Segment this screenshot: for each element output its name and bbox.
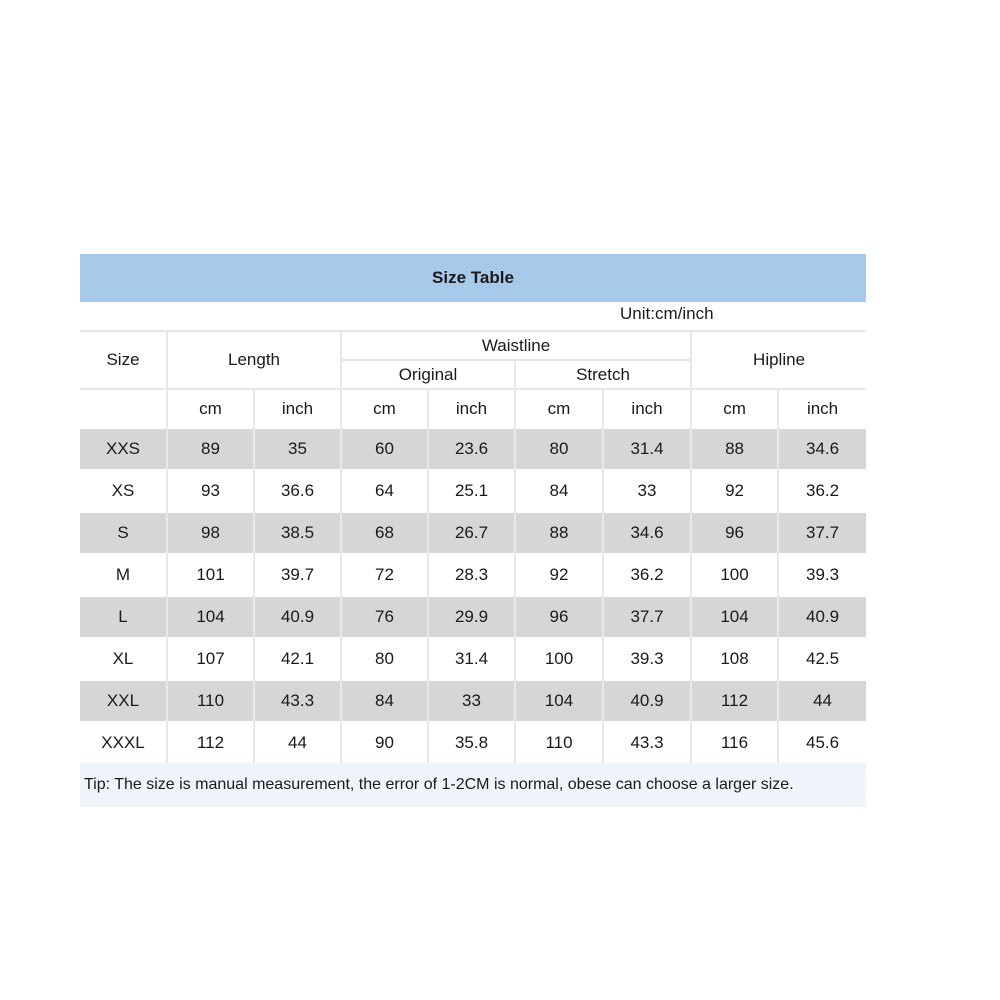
value-cell: 84 bbox=[341, 680, 428, 722]
value-cell: 68 bbox=[341, 512, 428, 554]
value-cell: 76 bbox=[341, 596, 428, 638]
value-cell: 37.7 bbox=[603, 596, 691, 638]
value-cell: 33 bbox=[428, 680, 515, 722]
value-cell: 35 bbox=[254, 428, 341, 470]
header-length: Length bbox=[167, 331, 341, 389]
header-original: Original bbox=[341, 360, 515, 389]
unit-label: Unit:cm/inch bbox=[620, 304, 714, 323]
value-cell: 112 bbox=[691, 680, 778, 722]
value-cell: 72 bbox=[341, 554, 428, 596]
value-cell: 100 bbox=[515, 638, 603, 680]
header-row-units bbox=[80, 389, 866, 428]
value-cell: 90 bbox=[341, 722, 428, 763]
value-cell: 26.7 bbox=[428, 512, 515, 554]
value-cell: 40.9 bbox=[254, 596, 341, 638]
value-cell: 104 bbox=[167, 596, 254, 638]
header-unit: inch bbox=[428, 389, 515, 428]
value-cell: 108 bbox=[691, 638, 778, 680]
value-cell: 110 bbox=[167, 680, 254, 722]
value-cell: 34.6 bbox=[603, 512, 691, 554]
value-cell: 36.2 bbox=[778, 470, 866, 512]
size-cell: L bbox=[80, 596, 167, 638]
value-cell: 98 bbox=[167, 512, 254, 554]
table-title: Size Table bbox=[80, 254, 866, 302]
value-cell: 44 bbox=[778, 680, 866, 722]
header-unit-blank bbox=[80, 389, 167, 428]
value-cell: 23.6 bbox=[428, 428, 515, 470]
table-row bbox=[80, 470, 866, 512]
value-cell: 107 bbox=[167, 638, 254, 680]
header-unit: inch bbox=[603, 389, 691, 428]
value-cell: 92 bbox=[515, 554, 603, 596]
header-unit: cm bbox=[691, 389, 778, 428]
value-cell: 96 bbox=[515, 596, 603, 638]
header-row-group bbox=[80, 331, 866, 360]
value-cell: 45.6 bbox=[778, 722, 866, 763]
size-cell: XL bbox=[80, 638, 167, 680]
tip-note: Tip: The size is manual measurement, the error of 1-2CM is normal, obese can choose a larger size. bbox=[80, 763, 866, 807]
value-cell: 39.3 bbox=[778, 554, 866, 596]
value-cell: 88 bbox=[691, 428, 778, 470]
size-cell: S bbox=[80, 512, 167, 554]
value-cell: 80 bbox=[515, 428, 603, 470]
value-cell: 64 bbox=[341, 470, 428, 512]
value-cell: 44 bbox=[254, 722, 341, 763]
header-size: Size bbox=[80, 331, 167, 389]
header-unit: inch bbox=[778, 389, 866, 428]
value-cell: 34.6 bbox=[778, 428, 866, 470]
value-cell: 104 bbox=[515, 680, 603, 722]
value-cell: 31.4 bbox=[428, 638, 515, 680]
value-cell: 38.5 bbox=[254, 512, 341, 554]
value-cell: 93 bbox=[167, 470, 254, 512]
size-cell: M bbox=[80, 554, 167, 596]
value-cell: 36.6 bbox=[254, 470, 341, 512]
value-cell: 35.8 bbox=[428, 722, 515, 763]
value-cell: 84 bbox=[515, 470, 603, 512]
value-cell: 89 bbox=[167, 428, 254, 470]
value-cell: 100 bbox=[691, 554, 778, 596]
value-cell: 60 bbox=[341, 428, 428, 470]
value-cell: 80 bbox=[341, 638, 428, 680]
value-cell: 96 bbox=[691, 512, 778, 554]
value-cell: 29.9 bbox=[428, 596, 515, 638]
table-row bbox=[80, 512, 866, 554]
value-cell: 88 bbox=[515, 512, 603, 554]
table-row bbox=[80, 428, 866, 470]
value-cell: 92 bbox=[691, 470, 778, 512]
value-cell: 39.3 bbox=[603, 638, 691, 680]
header-unit: inch bbox=[254, 389, 341, 428]
header-stretch: Stretch bbox=[515, 360, 691, 389]
size-cell: XS bbox=[80, 470, 167, 512]
table-row bbox=[80, 680, 866, 722]
value-cell: 110 bbox=[515, 722, 603, 763]
header-waistline: Waistline bbox=[341, 331, 691, 360]
value-cell: 116 bbox=[691, 722, 778, 763]
unit-row bbox=[80, 302, 866, 330]
value-cell: 40.9 bbox=[778, 596, 866, 638]
size-cell: XXXL bbox=[80, 722, 167, 763]
value-cell: 25.1 bbox=[428, 470, 515, 512]
table-row bbox=[80, 554, 866, 596]
size-cell: XXL bbox=[80, 680, 167, 722]
value-cell: 28.3 bbox=[428, 554, 515, 596]
header-unit: cm bbox=[341, 389, 428, 428]
value-cell: 39.7 bbox=[254, 554, 341, 596]
table-row bbox=[80, 638, 866, 680]
table-row bbox=[80, 722, 866, 763]
table-row bbox=[80, 596, 866, 638]
header-hipline: Hipline bbox=[691, 331, 866, 389]
value-cell: 42.5 bbox=[778, 638, 866, 680]
header-unit: cm bbox=[515, 389, 603, 428]
value-cell: 104 bbox=[691, 596, 778, 638]
value-cell: 101 bbox=[167, 554, 254, 596]
size-grid bbox=[80, 330, 866, 763]
value-cell: 37.7 bbox=[778, 512, 866, 554]
value-cell: 42.1 bbox=[254, 638, 341, 680]
value-cell: 36.2 bbox=[603, 554, 691, 596]
value-cell: 31.4 bbox=[603, 428, 691, 470]
header-unit: cm bbox=[167, 389, 254, 428]
value-cell: 43.3 bbox=[603, 722, 691, 763]
size-table bbox=[80, 254, 866, 807]
value-cell: 40.9 bbox=[603, 680, 691, 722]
value-cell: 43.3 bbox=[254, 680, 341, 722]
value-cell: 33 bbox=[603, 470, 691, 512]
size-cell: XXS bbox=[80, 428, 167, 470]
value-cell: 112 bbox=[167, 722, 254, 763]
